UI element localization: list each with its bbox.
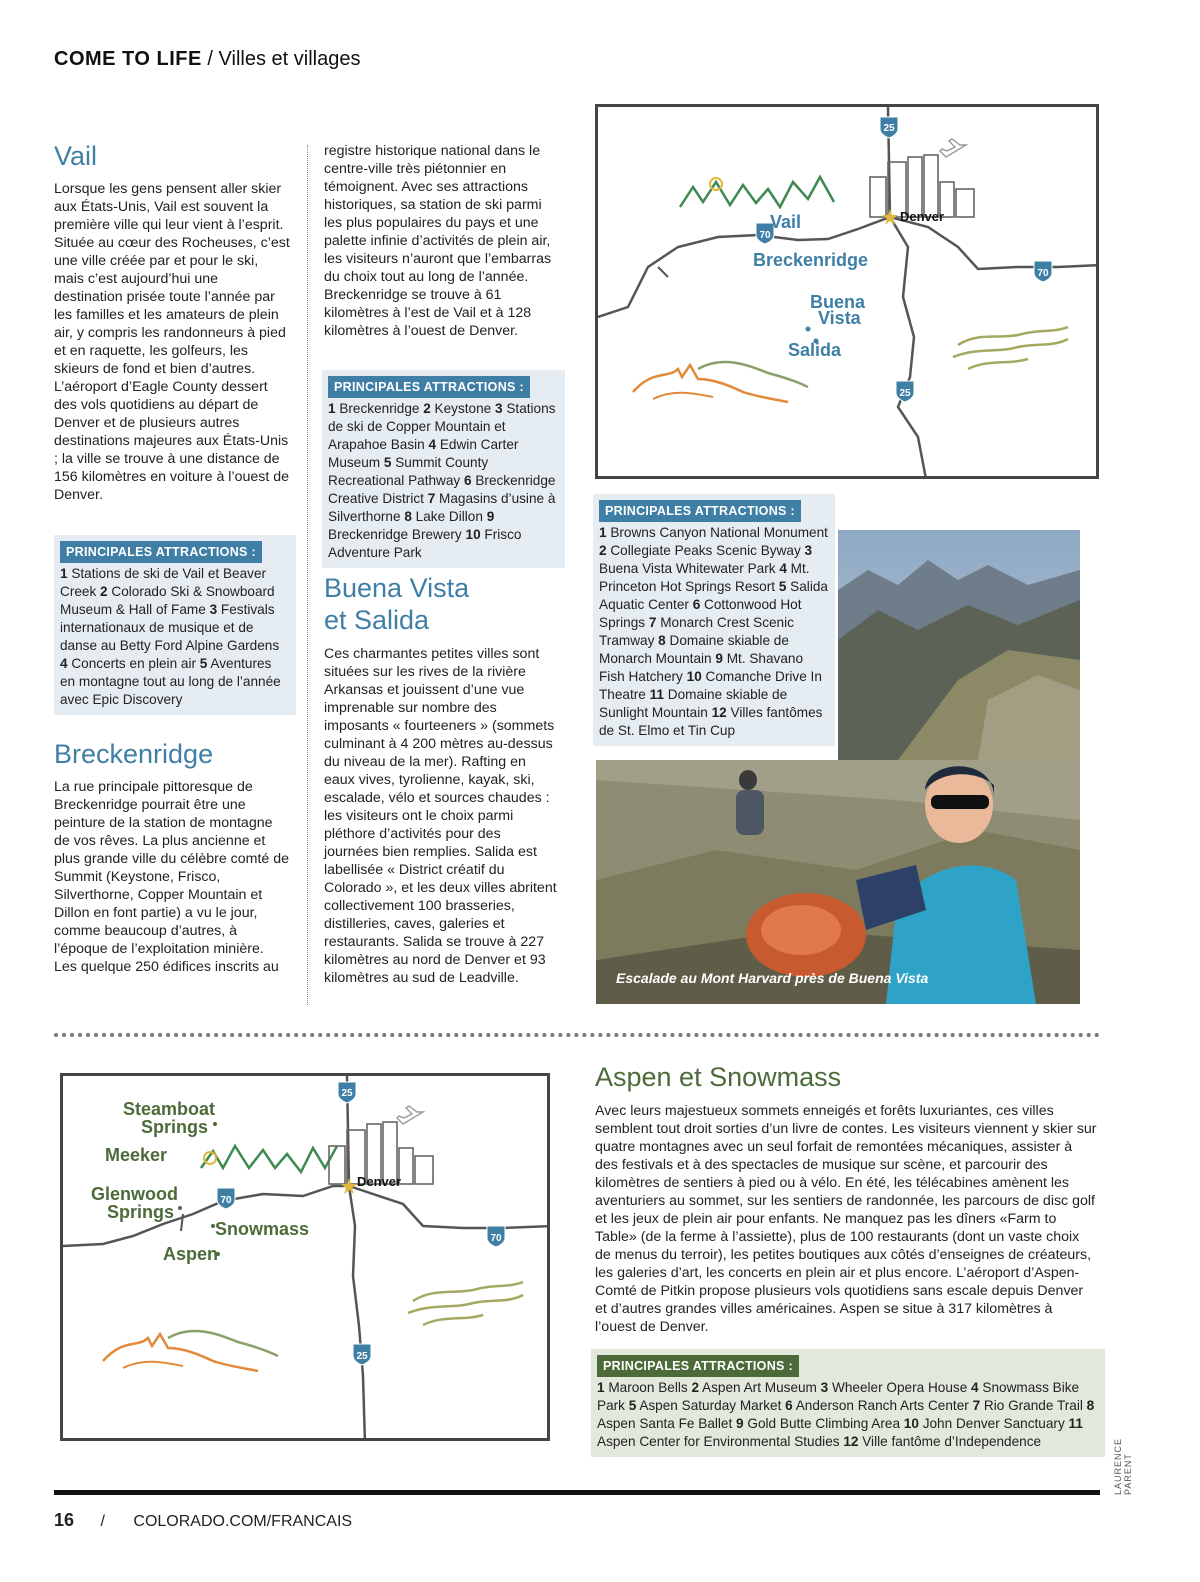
section-separator [54,1033,1100,1037]
attraction-number: 8 [404,509,412,524]
attraction-number: 1 [328,401,336,416]
attraction-text: Mt. Shavano Fish Hatchery [599,651,804,684]
page-number: 16 [54,1510,75,1530]
attraction-number: 3 [820,1380,829,1395]
vail-body: Lorsque les gens pensent aller skier aux États-Unis, Vail est souvent la première ville qui leur vient à l’esprit. Située au cœur des Rocheuses, c’est une ville créée par et pour le ski, mais c’est aujourd’hui une destination prisée toute l’année par les familles et les amateurs de plein air, y compris les randonneurs à pied et en raquette, les golfeurs, les skieurs de fond et bien d’autres. L’aéroport d’Eagle County dessert des vols quotidiens au départ de Denver et de plusieurs autres destinations majeures aux États-Unis ; la ville se trouve à une distance de 156 kilomètres en voiture à l’ouest de Denver. [54,181,290,503]
breckenridge-attractions-box [322,370,565,568]
attraction-text: Aspen Center for Environmental Studies [597,1434,844,1449]
attraction-text: Frisco Adventure Park [328,527,522,560]
attraction-number: 5 [628,1398,637,1413]
attraction-number: 3 [804,543,813,558]
attraction-text: Maroon Bells [604,1380,692,1395]
attraction-text: Gold Butte Climbing Area [743,1416,904,1431]
map-bottom-steamboat-2-label: Springs [141,1117,209,1137]
map-bottom-meeker-label: Meeker [105,1145,168,1165]
attraction-text: Magasins d’usine à Silverthorne [328,491,556,524]
attraction-item [60,656,200,671]
attraction-text: Browns Canyon National Monument [606,525,828,540]
attraction-text: Aspen Saturday Market [636,1398,786,1413]
map-top-buena-label: Buena [810,292,866,312]
attraction-text: Domaine skiable de Sunlight Mountain [599,687,788,720]
attraction-number: 1 [60,566,68,581]
attraction-item [404,509,486,524]
attraction-number: 3 [495,401,503,416]
attraction-text: John Denver Sanctuary [918,1416,1069,1431]
map-bottom-graphic [63,1076,550,1441]
vail-attractions-list [60,565,290,709]
shield-top-70-left: 70 [759,230,771,241]
breckenridge-attractions-list [328,400,559,562]
attraction-text: Colorado Ski & Snowboard Museum & Hall of Fame [60,584,275,617]
footer-url[interactable]: COLORADO.COM/FRANCAIS [133,1513,353,1530]
shield-top-25-bottom: 25 [899,388,911,399]
attraction-number: 11 [1068,1416,1083,1431]
attraction-number: 4 [971,1380,979,1395]
attraction-text: Collegiate Peaks Scenic Byway [606,543,805,558]
attraction-number: 9 [715,651,723,666]
attraction-text: Cottonwood Hot Springs [599,597,802,630]
breckenridge-title: Breckenridge [54,739,214,769]
attraction-text: Anderson Ranch Arts Center [792,1398,973,1413]
attraction-item [423,401,495,416]
attraction-text: Villes fantômes de St. Elmo et Tin Cup [599,705,823,738]
buena-vista-attractions-list [599,524,829,740]
attraction-number: 11 [649,687,664,702]
attraction-number: 8 [658,633,666,648]
attraction-number: 3 [209,602,218,617]
attraction-text: Snowmass Bike Park [597,1380,1080,1413]
attraction-item [599,525,828,540]
shield-bottom-25-bottom: 25 [356,1351,368,1362]
attraction-number: 2 [423,401,431,416]
attraction-number: 10 [903,1416,919,1431]
attraction-text: Salida Aquatic Center [599,579,828,612]
map-bottom-steamboat-1-label: Steamboat [123,1099,216,1119]
map-bottom-glenwood-2-label: Springs [107,1202,175,1222]
footer-rule [54,1490,1100,1495]
page-footer [54,1510,352,1531]
buena-vista-body: Ces charmantes petites villes sont situées sur les rives de la rivière Arkansas et jouissent d’une vue imprenable sur nombre des imposants « fourteeners » (sommets culminant à 4 200 mètres au-dessus du niveau de la mer). Rafting en eaux vives, tyrolienne, kayak, ski, escalade, vélo et sources chaudes : les visiteurs ont le choix parmi pléthore d’activités pour des journées bien remplies. Salida est labellisée « District créatif du Colorado », et les deux villes abritent collectivement 100 brasseries, distilleries, caves, galeries et restaurants. Salida se trouve à 227 kilomètres au nord de Denver et 93 kilomètres au sud de Leadville. [324,646,557,986]
attraction-number: 10 [465,527,481,542]
attraction-number: 12 [711,705,727,720]
shield-bottom-25: 25 [341,1088,353,1099]
map-bottom-snowmass-label: Snowmass [215,1219,310,1239]
map-central-colorado [595,104,1099,479]
attraction-number: 10 [686,669,702,684]
attraction-number: 4 [428,437,437,452]
attraction-number: 6 [464,473,472,488]
attraction-number: 5 [199,656,208,671]
attraction-text: Breckenridge Brewery [328,527,466,542]
attraction-number: 12 [843,1434,859,1449]
attraction-number: 4 [60,656,68,671]
attraction-item [597,1380,691,1395]
vail-attractions-box [54,535,296,715]
buena-vista-title-2: et Salida [324,605,430,635]
attraction-text: Concerts en plein air [67,656,200,671]
column-divider [307,145,308,1005]
attraction-text: Buena Vista Whitewater Park [599,561,780,576]
attraction-text: Ville fantôme d’Independence [858,1434,1042,1449]
map-bottom-aspen-label: Aspen [163,1244,219,1264]
attraction-number: 1 [597,1380,605,1395]
header-brand: COME TO LIFE [54,48,202,70]
attraction-text: Keystone [430,401,496,416]
map-top-vail-label: Vail [770,212,802,232]
attraction-item [629,1398,785,1413]
attraction-number: 7 [427,491,436,506]
map-bottom-glenwood-1-label: Glenwood [91,1184,178,1204]
attraction-text: Aventures en montagne tout au long de l’année avec Epic Discovery [60,656,281,707]
attraction-text: Stations de ski de Copper Mountain et Arapahoe Basin [328,401,556,452]
shield-bottom-70-left: 70 [220,1195,232,1206]
breckenridge-body-1: La rue principale pittoresque de Breckenridge pourrait être une peinture de la station de montagne de vos rêves. La plus ancienne et plus grande ville du célèbre comté de Summit (Keystone, Frisco, Silverthorne, Copper Mountain et Dillon en font partie) a vu le jour, comme beaucoup d’autres, à l’époque de l’exploitation minière. Les quelque 250 édifices inscrits au [54,779,290,975]
attraction-text: Edwin Carter Museum [328,437,519,470]
attraction-number: 7 [648,615,657,630]
attraction-number: 2 [599,543,607,558]
footer-separator: / [100,1513,105,1530]
attraction-number: 4 [779,561,787,576]
attraction-text: Summit County Recreational Pathway [328,455,489,488]
attraction-number: 7 [972,1398,981,1413]
attraction-item [904,1416,1069,1431]
map-western-colorado [60,1073,550,1441]
map-top-salida-label: Salida [788,340,842,360]
attraction-item [736,1416,904,1431]
attraction-text: Festivals internationaux de musique et de danse au Betty Ford Alpine Gardens [60,602,280,653]
attraction-number: 9 [486,509,495,524]
attraction-text: Breckenridge [335,401,424,416]
photo-caption: Escalade au Mont Harvard près de Buena Vista [616,970,929,986]
attraction-number: 5 [383,455,392,470]
map-top-breckenridge-label: Breckenridge [753,250,869,270]
shield-top-70-right: 70 [1037,268,1049,279]
attraction-text: Aspen Art Museum [699,1380,821,1395]
breckenridge-body-2: registre historique national dans le centre-ville très piétonnier en témoignent. Avec ses attractions historiques, sa station de ski parmi les plus populaires du pays et une palette infinie d’activités de plein air, les visiteurs n’auront que l’embarras du choix tout au long de l’année. Breckenridge se trouve à 61 kilomètres à l’est de Vail et à 128 kilomètres à l’ouest de Denver. [324,143,552,339]
attraction-item [843,1434,1041,1449]
aspen-attractions-box [591,1349,1105,1457]
attraction-text: Mt. Princeton Hot Springs Resort [599,561,810,594]
attraction-text: Lake Dillon [411,509,487,524]
attraction-item [785,1398,972,1413]
aspen-title: Aspen et Snowmass [595,1062,842,1092]
attraction-text: Domaine skiable de Monarch Mountain [599,633,789,666]
attraction-text: Rio Grande Trail [980,1398,1087,1413]
attraction-number: 9 [736,1416,744,1431]
map-top-vista-label: Vista [818,308,861,328]
attraction-text: Aspen Santa Fe Ballet [597,1416,737,1431]
attraction-text: Wheeler Opera House [828,1380,972,1395]
attraction-number: 8 [1086,1398,1095,1413]
page-header [54,48,360,71]
vail-title: Vail [54,141,98,171]
attraction-item [599,543,805,558]
attraction-item [691,1380,820,1395]
aspen-attractions-label: PRINCIPALES ATTRACTIONS : [597,1355,799,1377]
buena-vista-title-1: Buena Vista [324,573,470,603]
breckenridge-attractions-label: PRINCIPALES ATTRACTIONS : [328,376,530,398]
shield-top-25: 25 [883,123,895,134]
buena-vista-attractions-label: PRINCIPALES ATTRACTIONS : [599,500,801,522]
mountain-landscape-photo [838,530,1080,760]
attraction-number: 2 [691,1380,700,1395]
map-bottom-denver-label: Denver [357,1174,402,1189]
attraction-number: 5 [778,579,787,594]
attraction-text: Breckenridge Creative District [328,473,556,506]
attraction-text: Monarch Crest Scenic Tramway [599,615,794,648]
aspen-attractions-list [597,1379,1099,1451]
attraction-number: 6 [785,1398,793,1413]
attraction-number: 2 [100,584,108,599]
attraction-text: Comanche Drive In Theatre [599,669,822,702]
attraction-item [821,1380,971,1395]
attraction-item [328,401,423,416]
shield-bottom-70-right: 70 [490,1233,502,1244]
attraction-text: Stations de ski de Vail et Beaver Creek [60,566,267,599]
photo-credit: LAURENCE PARENT [1113,1437,1133,1495]
map-top-denver-label: Denver [900,209,945,224]
vail-attractions-label: PRINCIPALES ATTRACTIONS : [60,541,262,563]
attraction-number: 6 [692,597,701,612]
aspen-body: Avec leurs majestueux sommets enneigés et forêts luxuriantes, ces villes semblent tout droit sorties d’un livre de contes. Les visiteurs viennent y skier sur quatre montagnes avec un seul forfait de remontées mécaniques, assister à des festivals et à des spectacles de musique sur scène, et parcourir des kilomètres de sentiers à pied ou à vélo. En été, les télécabines amènent les aventuriers au sommet, sur les sentiers de randonnée, les parcours de disc golf et les jeux de plein air pour enfants. Ne manquez pas les dîners «Farm to Table» (de la ferme à l’assiette), plus de 100 restaurants (dont un vaste choix de menus du terroir), les petites boutiques aux côtés d’enseignes de créateurs, les galeries d’art, les concerts en plein air et plus encore. L’aéroport d’Aspen-Comté de Pitkin propose plusieurs vols quotidiens sans escale depuis Denver et d’autres grandes villes américaines. Aspen se situe à 317 kilomètres à l’ouest de Denver. [595,1103,1097,1335]
hiker-photo [596,760,1080,1004]
attraction-item [973,1398,1087,1413]
header-section: / Villes et villages [207,48,361,70]
attraction-number: 1 [599,525,607,540]
buena-vista-attractions-box [593,494,835,746]
